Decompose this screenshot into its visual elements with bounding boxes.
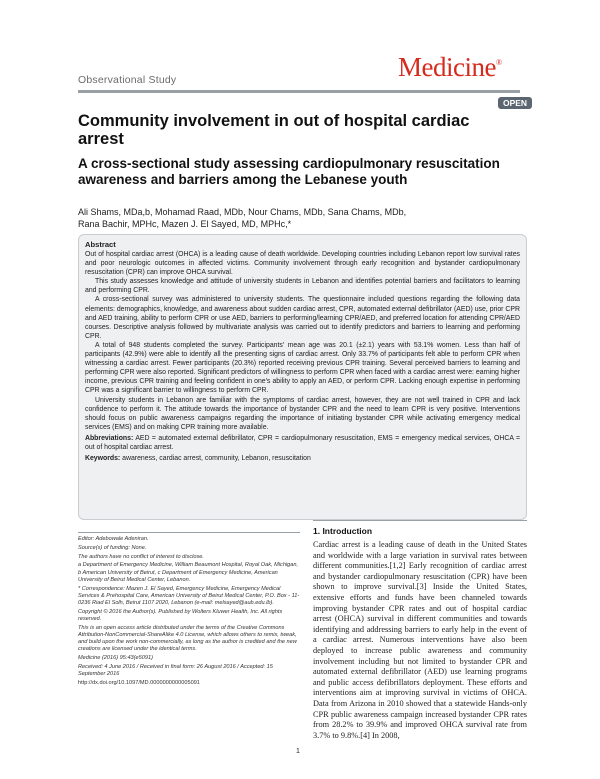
abstract-heading: Abstract (85, 240, 116, 249)
logo-mark: ® (495, 58, 502, 67)
article-title: Community involvement in out of hospital cardiac arrest (78, 112, 470, 148)
footnote-rule (78, 532, 300, 533)
footnotes (78, 536, 300, 689)
header-rule (78, 90, 520, 93)
open-access-badge: OPEN (498, 97, 532, 109)
footnote-editor: Editor: Adebowale Adeniran. (78, 536, 149, 542)
author-list (78, 207, 518, 230)
article-subtitle: A cross-sectional study assessing cardiopulmonary resuscitation awareness and barriers among the Lebanese youth (78, 156, 500, 187)
abstract-paragraph: Out of hospital cardiac arrest (OHCA) is a leading cause of death worldwide. Developing countries including Lebanon report low survival rates and poor neurologic outcomes in affected victims. Community involvement through early recognition and bystander cardiopulmonary resuscitation (CPR) can improve OHCA survival. (85, 251, 520, 277)
footnote-conflict: The authors have no conflict of interest to disclose. (78, 553, 204, 560)
abstract-paragraph: A cross-sectional survey was administered to university students. The questionnaire included questions regarding the following data elements: demographics, knowledge, and awareness about sudden cardiac arrest, CPR, automated external defibrillator (AED) use, prior CPR and AED training, ability to perform CPR or use AED, barriers to performing/learning CPR/AED, and preferred location for attending CPR/AED courses. Descriptive analysis followed by multivariate analysis was carried out to identify predictors and barriers to learning and performing CPR. (85, 296, 520, 340)
keywords (85, 454, 520, 463)
abstract-paragraph: This study assesses knowledge and attitude of university students in Lebanon and identifies potential barriers and facilitators to learning and performing CPR. (85, 278, 520, 295)
intro-heading: 1. Introduction (313, 526, 373, 536)
logo-text: Medicine (398, 52, 496, 82)
footnote-copyright: Copyright © 2016 the Author(s). Published by Wolters Kluwer Health, Inc. All rights reserved. (78, 608, 283, 622)
footnote-correspondence: * Correspondence: Mazen J. El Sayed, Emergency Medicine, Emergency Medical Services & Prehospital Care, American University of Beirut Medical Center, P.O. Box - 11-0236 Riad El Solh, Beirut 1107 2020, Lebanon (e-mail: melsayed@aub.edu.lb). (78, 585, 300, 606)
footnote-license: This is an open access article distributed under the terms of the Creative Commons Attribution-NonCommercial-ShareAlike 4.0 License, which allows others to remix, tweak, and build upon the work non-commercially, as long as the author is credited and the new creations are licensed under the identical terms. (78, 624, 297, 653)
abstract-box (78, 234, 527, 520)
footnote-dates: Received: 4 June 2016 / Received in final form: 26 August 2016 / Accepted: 15 September 2016 (78, 664, 273, 678)
keywords-text: awareness, cardiac arrest, community, Lebanon, resuscitation (122, 455, 311, 463)
abbreviations (85, 434, 520, 452)
journal-logo (398, 52, 502, 83)
article-type-label: Observational Study (78, 74, 177, 86)
author-line-2: Rana Bachir, MPHc, Mazen J. El Sayed, MD, MPHc,* (78, 218, 292, 229)
abstract-paragraph: University students in Lebanon are familiar with the symptoms of cardiac arrest, however, they are not well trained in CPR and lack confidence to perform it. The attitude towards the importance of bystander CPR and the need to learn CPR is very positive. Interventions should focus on public awareness campaigns regarding the importance of initiating bystander CPR while activating emergency medical services (EMS) and on making CPR training more available. (85, 396, 520, 431)
keywords-label: Keywords: (85, 455, 121, 463)
footnote-doi[interactable]: http://dx.doi.org/10.1097/MD.0000000000005091 (78, 680, 200, 686)
abbreviations-text: AED = automated external defibrillator, CPR = cardiopulmonary resuscitation, EMS = emergency medical services, OHCA = out of hospital cardiac arrest. (85, 434, 520, 451)
abbreviations-label: Abbreviations: (85, 434, 134, 442)
page-number: 1 (296, 748, 300, 755)
author-line-1: Ali Shams, MDa,b, Mohamad Raad, MDb, Nour Chams, MDb, Sana Chams, MDb, (78, 207, 407, 217)
abstract-paragraph: A total of 948 students completed the survey. Participants' mean age was 20.1 (±2.1) years with 53.1% women. Less than half of participants (42.9%) were able to identify all the presenting signs of cardiac arrest. Only 33.7% of participants felt able to perform CPR when witnessing a cardiac arrest. Fewer participants (20.3%) reported receiving previous CPR training. Several perceived barriers to learning and performing CPR were also reported. Significant predictors of willingness to perform CPR when faced with a cardiac arrest were: earning higher income, previous CPR training and feeling confident in one's ability to apply an AED, or perform CPR. Lacking enough expertise in performing CPR was a significant barrier to willingness to perform CPR. (85, 341, 520, 395)
footnote-affiliations: a Department of Emergency Medicine, William Beaumont Hospital, Royal Oak, Michigan, b American University of Beirut, c Department of Emergency Medicine, American University of Beirut Medical Center, Lebanon. (78, 562, 299, 583)
footnote-funding: Source(s) of funding: None. (78, 544, 147, 551)
footnote-citation: Medicine (2016) 95:43(e5091) (78, 655, 153, 662)
intro-body: Cardiac arrest is a leading cause of death in the United States and worldwide with a large variation in survival rates between different communities.[1,2] Early recognition of cardiac arrest and bystander cardiopulmonary resuscitation (CPR) have been shown to improve survival.[3] Inside the United States, extensive efforts and funds have been channeled towards improving bystander CPR rates and out of hospital cardiac arrest (OHCA) survival in different communities and towards identifying and addressing barriers to early help in the event of a cardiac arrest. Numerous interventions have also been deployed to increase public awareness and community involvement including but not limited to bystander CPR and automated external defibrillator (AED) use learning programs and public access defibrillators deployment. These efforts and interventions aim at improving survival in victims of OHCA. Data from Arizona in 2010 showed that a statewide Hands-only CPR public awareness campaign increased bystander CPR rates from 28.2% to 39.9% and improved OHCA survival rate from 3.7% to 9.8%.[4] In 2008, (313, 540, 527, 740)
intro-rule (313, 520, 527, 521)
